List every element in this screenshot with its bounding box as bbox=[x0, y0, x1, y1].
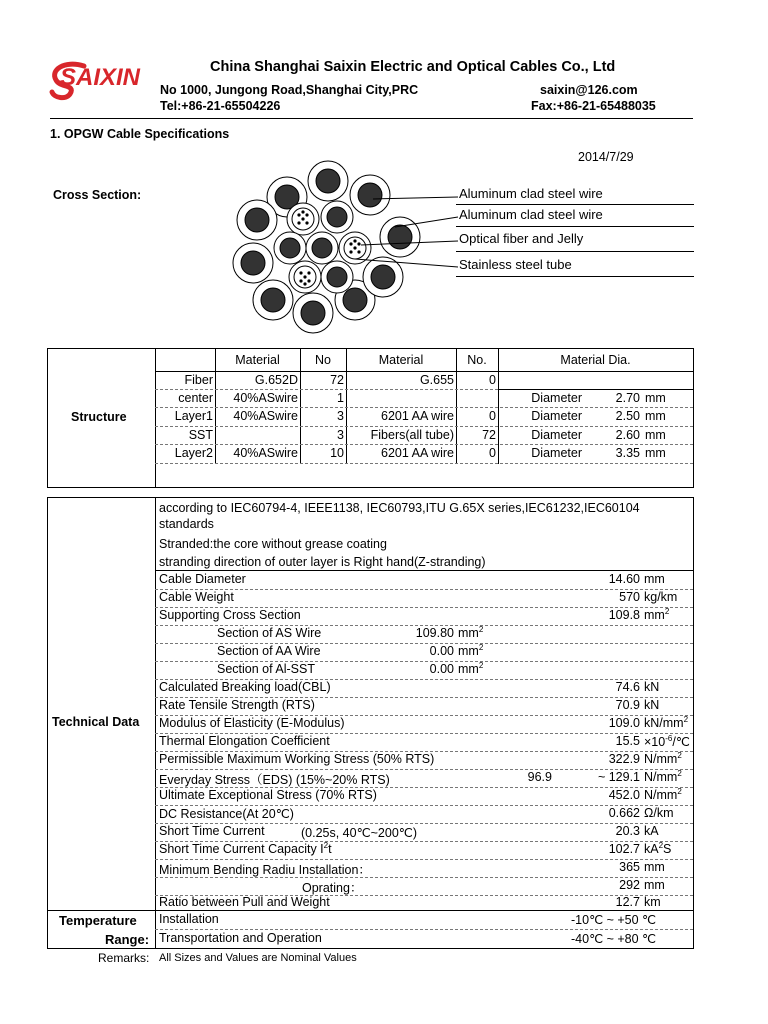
td-row-unit bbox=[644, 770, 682, 784]
td-row-mid-value: 96.9 bbox=[527, 770, 552, 784]
st-row-no-2: 0 bbox=[489, 373, 496, 387]
td-row-unit bbox=[644, 895, 661, 909]
td-unit-text: mm bbox=[458, 644, 479, 658]
st-row-no-1: 3 bbox=[337, 428, 344, 442]
td-unit-text: mm bbox=[458, 626, 479, 640]
st-row-name: Fiber bbox=[184, 373, 213, 387]
td-label-text: Short Time Current bbox=[159, 824, 265, 838]
td-row-value: 570 bbox=[619, 590, 640, 604]
company-logo bbox=[46, 58, 156, 102]
td-row-value: 452.0 bbox=[608, 788, 640, 802]
td-intro-rule bbox=[155, 570, 693, 571]
st-border-right bbox=[693, 348, 694, 487]
td-label-text: Cable Diameter bbox=[159, 572, 246, 586]
td-row-unit bbox=[458, 626, 483, 640]
td-col-label bbox=[155, 497, 156, 948]
td-label-sup: 2 bbox=[323, 840, 329, 850]
st-border-left bbox=[47, 348, 48, 487]
td-label-text: Everyday Stress（EDS) (15%~20% RTS) bbox=[159, 773, 390, 787]
td-unit-sup: 2 bbox=[677, 786, 682, 796]
td-unit-sup: 2 bbox=[478, 624, 484, 634]
td-unit-text: N/mm bbox=[644, 788, 678, 802]
td-row-value: ~ 129.1 bbox=[597, 770, 640, 784]
transport-value: -40℃ ~ +80 ℃ bbox=[571, 932, 657, 946]
td-row-label bbox=[159, 842, 332, 856]
td-label-text: Supporting Cross Section bbox=[159, 608, 301, 622]
td-label-text: Permissible Maximum Working Stress (50% RTS) bbox=[159, 752, 435, 766]
st-row-name: SST bbox=[188, 428, 213, 442]
company-address: No 1000, Jungong Road,Shanghai City,PRC bbox=[160, 83, 419, 97]
stranded-text: Stranded:the core without grease coating bbox=[159, 537, 387, 551]
legend-item-2: Aluminum clad steel wire bbox=[459, 207, 603, 222]
td-row-value: 14.60 bbox=[608, 572, 640, 586]
td-label-text: Minimum Bending Radiu Installation： bbox=[159, 863, 371, 877]
st-row-name: center bbox=[178, 391, 213, 405]
td-row-label bbox=[159, 608, 301, 622]
td-row-unit bbox=[644, 716, 688, 730]
td-row-label bbox=[159, 770, 390, 788]
st-row-dia-label: Diameter bbox=[531, 391, 582, 405]
st-row-material-1: 40%ASwire bbox=[233, 446, 298, 460]
td-row-label bbox=[159, 680, 331, 694]
td-row-label bbox=[217, 644, 321, 658]
st-row-dia: 2.70 bbox=[615, 391, 640, 405]
td-label-text: Modulus of Elasticity (E-Modulus) bbox=[159, 716, 345, 730]
td-border-top bbox=[47, 497, 694, 498]
st-row-material-2: Fibers(all tube) bbox=[370, 428, 454, 442]
td-row-value: 12.7 bbox=[615, 895, 640, 909]
td-unit-sup: 2 bbox=[683, 714, 689, 724]
td-row-unit bbox=[644, 842, 671, 856]
remarks-label: Remarks: bbox=[98, 951, 150, 965]
td-row-label bbox=[159, 860, 371, 878]
td-row-note: (0.25s, 40℃~200℃) bbox=[301, 826, 417, 840]
st-row-unit: mm bbox=[645, 409, 666, 423]
doc-date: 2014/7/29 bbox=[578, 150, 634, 164]
temp-dash bbox=[155, 929, 693, 930]
td-row-label bbox=[159, 698, 315, 712]
td-row-label bbox=[159, 716, 344, 730]
td-unit-text: kA bbox=[644, 842, 659, 856]
st-row-no-1: 3 bbox=[337, 409, 344, 423]
st-header-no-1: No bbox=[315, 353, 331, 367]
st-row-no-1: 72 bbox=[330, 373, 344, 387]
td-label-text: Short Time Current Capacity I bbox=[159, 842, 324, 856]
td-border-right bbox=[693, 497, 694, 948]
legend-item-4: Stainless steel tube bbox=[459, 257, 572, 272]
td-row-unit bbox=[644, 860, 665, 874]
td-unit-text: N/mm bbox=[644, 752, 678, 766]
remarks-text: All Sizes and Values are Nominal Values bbox=[159, 952, 357, 964]
td-row-label bbox=[159, 752, 434, 766]
st-header-material-1: Material bbox=[235, 353, 280, 367]
st-row-material-1: 40%ASwire bbox=[233, 391, 298, 405]
st-row-no-2: 0 bbox=[489, 409, 496, 423]
td-row-value: 70.9 bbox=[615, 698, 640, 712]
technical-label: Technical Data bbox=[52, 715, 140, 729]
st-row-material-2: 6201 AA wire bbox=[381, 409, 454, 423]
st-row-no-1: 1 bbox=[337, 391, 344, 405]
legend-item-3: Optical fiber and Jelly bbox=[459, 231, 584, 246]
td-row-unit bbox=[644, 806, 673, 820]
td-row-unit bbox=[644, 734, 690, 749]
td-unit-text: kN/mm bbox=[644, 716, 684, 730]
st-row-dia: 2.60 bbox=[615, 428, 640, 442]
td-row-value: 365 bbox=[619, 860, 640, 874]
direction-text: stranding direction of outer layer is Right hand(Z-stranding) bbox=[159, 555, 486, 569]
td-label-text: Ultimate Exceptional Stress (70% RTS) bbox=[159, 788, 377, 802]
td-row-unit bbox=[644, 608, 669, 622]
td-row-label bbox=[159, 590, 234, 604]
st-dash-5 bbox=[155, 463, 693, 464]
td-row-label bbox=[217, 626, 321, 640]
td-row-value: 74.6 bbox=[615, 680, 640, 694]
td-unit-sup: 2 bbox=[677, 768, 682, 778]
td-unit-sup: 2 bbox=[677, 750, 682, 760]
st-border-top bbox=[47, 348, 694, 349]
td-row-mid-value: 109.80 bbox=[415, 626, 454, 640]
td-border-left bbox=[47, 497, 48, 948]
td-row-mid-value: 0.00 bbox=[429, 644, 454, 658]
td-unit-sup: -6 bbox=[665, 733, 673, 743]
td-label-text: Ratio between Pull and Weight bbox=[159, 895, 330, 909]
td-unit-text: kN bbox=[644, 680, 660, 694]
st-header-rule bbox=[155, 371, 693, 372]
st-row-dia: 3.35 bbox=[615, 446, 640, 460]
td-label-text: Cable Weight bbox=[159, 590, 234, 604]
legend-rule-1 bbox=[456, 204, 694, 205]
legend-item-1: Aluminum clad steel wire bbox=[459, 186, 603, 201]
legend-rule-3 bbox=[456, 251, 694, 252]
td-unit-text: mm bbox=[458, 662, 479, 676]
td-unit-text: Ω/km bbox=[644, 806, 674, 820]
st-row-material-2: G.655 bbox=[419, 373, 454, 387]
td-unit-text: kg/km bbox=[644, 590, 678, 604]
td-unit-text: ×10 bbox=[644, 735, 666, 749]
td-row-unit bbox=[644, 698, 659, 712]
st-row-no-2: 72 bbox=[482, 428, 496, 442]
td-unit-text: N/mm bbox=[644, 770, 678, 784]
td-row-unit bbox=[644, 572, 665, 586]
td-row-unit bbox=[644, 788, 682, 802]
standards-line-2: standards bbox=[159, 517, 214, 531]
td-row-unit bbox=[644, 680, 659, 694]
td-row-value: 20.3 bbox=[615, 824, 640, 838]
td-label-text: Section of AA Wire bbox=[217, 644, 321, 658]
td-row-unit bbox=[458, 644, 483, 658]
st-header-material-2: Material bbox=[378, 353, 424, 367]
cross-section-label: Cross Section: bbox=[53, 188, 142, 202]
td-row-unit bbox=[644, 878, 665, 892]
td-row-value: 292 bbox=[619, 878, 640, 892]
st-dia-rule bbox=[498, 389, 693, 390]
td-label-text: Section of Al-SST bbox=[217, 662, 315, 676]
legend-rule-2 bbox=[456, 226, 694, 227]
logo-text: SAIXIN bbox=[60, 64, 141, 91]
st-header-no-2: No. bbox=[467, 353, 487, 367]
st-row-unit: mm bbox=[645, 446, 666, 460]
st-header-dia: Material Dia. bbox=[560, 353, 631, 367]
td-row-label bbox=[159, 734, 330, 748]
st-row-dia: 2.50 bbox=[615, 409, 640, 423]
td-row-value: 15.5 bbox=[615, 734, 640, 748]
company-tel: Tel:+86-21-65504226 bbox=[160, 99, 281, 113]
st-row-name: Layer2 bbox=[174, 446, 213, 460]
st-dash-2 bbox=[155, 407, 693, 408]
st-row-material-1: G.652D bbox=[254, 373, 298, 387]
legend-rule-4 bbox=[456, 276, 694, 277]
st-dash-4 bbox=[155, 444, 693, 445]
td-unit-text: km bbox=[644, 895, 661, 909]
td-row-value: 102.7 bbox=[608, 842, 640, 856]
td-label-text: DC Resistance(At 20℃) bbox=[159, 807, 294, 821]
td-unit-suffix: S bbox=[663, 842, 672, 856]
td-label-text: Rate Tensile Strength (RTS) bbox=[159, 698, 315, 712]
td-row-unit bbox=[644, 590, 677, 604]
td-unit-sup: 2 bbox=[664, 606, 670, 616]
td-label-text: Thermal Elongation Coefficient bbox=[159, 734, 330, 748]
td-unit-text: kN bbox=[644, 698, 660, 712]
td-row-label bbox=[159, 572, 246, 586]
standards-line-1: according to IEC60794-4, IEEE1138, IEC60793,ITU G.65X series,IEC61232,IEC60104 bbox=[159, 501, 640, 515]
st-row-material-2: 6201 AA wire bbox=[381, 446, 454, 460]
td-row-value: 109.0 bbox=[608, 716, 640, 730]
install-value: -10℃ ~ +50 ℃ bbox=[571, 913, 657, 927]
td-border-bottom bbox=[47, 910, 694, 911]
td-unit-text: kA bbox=[644, 824, 659, 838]
st-row-unit: mm bbox=[645, 391, 666, 405]
td-row-label bbox=[217, 662, 315, 676]
cross-section-diagram bbox=[225, 155, 465, 340]
td-row-value: 0.662 bbox=[608, 806, 640, 820]
st-border-bottom bbox=[47, 487, 694, 488]
st-row-dia-label: Diameter bbox=[531, 409, 582, 423]
td-unit-text: mm bbox=[644, 878, 665, 892]
range-label: Range: bbox=[105, 932, 150, 947]
company-fax: Fax:+86-21-65488035 bbox=[531, 99, 656, 113]
doc-title: 1. OPGW Cable Specifications bbox=[50, 127, 230, 141]
td-unit-sup: 2 bbox=[478, 642, 484, 652]
header-rule bbox=[50, 118, 693, 119]
td-row-label bbox=[159, 806, 294, 821]
temperature-label: Temperature bbox=[59, 913, 137, 928]
td-label-text: Calculated Breaking load(CBL) bbox=[159, 680, 331, 694]
td-unit-sup: 2 bbox=[478, 660, 484, 670]
st-row-no-2: 0 bbox=[489, 446, 496, 460]
st-row-dia-label: Diameter bbox=[531, 428, 582, 442]
st-row-dia-label: Diameter bbox=[531, 446, 582, 460]
td-unit-text: mm bbox=[644, 572, 665, 586]
st-row-material-1: 40%ASwire bbox=[233, 409, 298, 423]
transport-label: Transportation and Operation bbox=[159, 931, 322, 945]
td-label-end: t bbox=[328, 842, 332, 856]
st-row-unit: mm bbox=[645, 428, 666, 442]
st-dash-3 bbox=[155, 426, 693, 427]
company-name: China Shanghai Saixin Electric and Optical Cables Co., Ltd bbox=[210, 59, 616, 75]
td-label-text: Oprating： bbox=[302, 881, 363, 895]
td-unit-text: mm bbox=[644, 860, 665, 874]
company-email[interactable]: saixin@126.com bbox=[540, 83, 638, 97]
td-unit-suffix: /℃ bbox=[672, 735, 690, 749]
st-dash-1 bbox=[155, 389, 498, 390]
td-row-value: 109.8 bbox=[608, 608, 640, 622]
td-unit-sup: 2 bbox=[658, 840, 664, 850]
install-label: Installation bbox=[159, 912, 219, 926]
td-row-label bbox=[159, 788, 377, 802]
structure-label: Structure bbox=[71, 410, 127, 424]
td-label-text: Section of AS Wire bbox=[217, 626, 322, 640]
st-row-name: Layer1 bbox=[174, 409, 213, 423]
td-row-label bbox=[302, 878, 362, 896]
td-row-label bbox=[159, 895, 330, 909]
temp-border-bottom bbox=[47, 948, 694, 949]
td-row-unit bbox=[644, 824, 659, 838]
td-unit-text: mm bbox=[644, 608, 665, 622]
td-row-unit bbox=[644, 752, 682, 766]
td-row-unit bbox=[458, 662, 483, 676]
td-row-mid-value: 0.00 bbox=[429, 662, 454, 676]
td-row-label bbox=[159, 824, 265, 838]
st-row-no-1: 10 bbox=[330, 446, 344, 460]
td-row-value: 322.9 bbox=[608, 752, 640, 766]
